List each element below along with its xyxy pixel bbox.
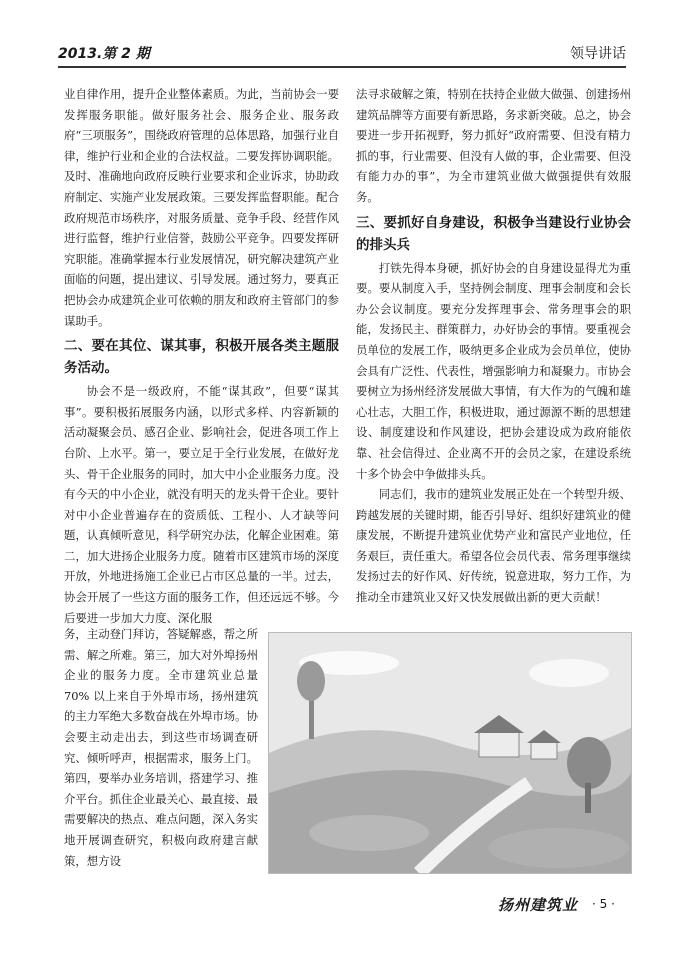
left-paragraph-1: 业自律作用，提升企业整体素质。为此，当前协会一要发挥服务职能。做好服务社会、服务企业、服务政府“三项服务”，围绕政府管理的总体思路，加强行业自律，维护行业和企业的合法权益。二要发挥协调职能。及时、准确地向政府反映行业要求和企业诉求，协助政府制定、实施产业发展政策。三要发挥监督职能。配合政府规范市场秩序，对服务质量、竞争手段、经营作风进行监督，维护行业信誉，鼓励公平竞争。四要发挥研究职能。准确掌握本行业发展情况，研究解决建筑产业面临的问题，提出建议、引导发展。通过努力，要真正把协会办成建筑企业可依赖的朋友和政府主管部门的参谋助手。 (64, 87, 339, 328)
right-paragraph-1: 法寻求破解之策，特别在扶持企业做大做强、创建扬州建筑品牌等方面要有新思路，务求新突破。总之，协会要进一步开拓视野，努力抓好“政府需要、但没有精力抓的事，行业需要、但没有人做的事，企业需要、但没有能力办的事”，为全市建筑业做大做强提供有效服务。 (356, 87, 631, 204)
page-header (58, 42, 626, 68)
issue-label: 2013.第 2 期 (58, 46, 150, 62)
landscape-illustration (268, 632, 632, 874)
left-paragraph-2: 协会不是一级政府，不能“谋其政”，但要“谋其事”。要积极拓展服务内涵，以形式多样、内容新颖的活动凝聚会员、感召企业、影响社会，促进各项工作上台阶、上水平。第一，要立足于全行业发展，在做好龙头、骨干企业服务的同时，加大中小企业服务力度。没有今天的中小企业，就没有明天的龙头骨干企业。要针对中小企业普遍存在的资质低、工程小、人才缺等问题，认真倾听意见，科学研究办法，化解企业困难。第二，加大进扬企业服务力度。随着市区建筑市场的深度开放，外地进扬施工企业已占市区总量的一半。过去，协会开展了一些这方面的服务工作，但还远远不够。今后要进一步加大力度、深化服 (64, 384, 339, 625)
page-number: · 5 · (592, 897, 615, 911)
wrapped-text: 务，主动登门拜访，答疑解惑，帮之所需、解之所难。第三，加大对外埠扬州企业的服务力度。全市建筑业总量 70% 以上来自于外埠市场，扬州建筑的主力军绝大多数奋战在外埠市场。协会要主动走出去，到这些市场调查研究、倾听呼声，根据需求，服务上门。第四，要举办业务培训，搭建学习、推介平台。抓住企业最关心、最直接、最需要解决的热点、难点问题，深入务实地开展调查研究，积极向政府建言献策，想方设 (64, 627, 258, 868)
right-paragraph-3: 同志们，我市的建筑业发展正处在一个转型升级、跨越发展的关键时期，能否引导好、组织好建筑业的健康发展，不断提升建筑业优势产业和富民产业地位，任务艰巨，责任重大。希望各位会员代表、常务理事继续发扬过去的好作风、好传统，锐意进取，努力工作，为推动全市建筑业又好又快发展做出新的更大贡献！ (356, 487, 631, 605)
section-label: 领导讲话 (570, 46, 626, 62)
heading-3: 三、要抓好自身建设，积极争当建设行业协会的排头兵 (356, 214, 631, 253)
wrapped-paragraph (64, 624, 258, 871)
journal-logo: 扬州建筑业 (498, 896, 579, 914)
left-column (64, 84, 339, 628)
right-column (356, 84, 631, 608)
heading-2: 二、要在其位、谋其事，积极开展各类主题服务活动。 (64, 338, 339, 377)
right-paragraph-2: 打铁先得本身硬，抓好协会的自身建设显得尤为重要。要从制度入手，坚持例会制度、理事会制度和会长办公会议制度。要充分发挥理事会、常务理事会的职能，发扬民主、群策群力，办好协会的事情。要重视会员单位的发展工作，吸纳更多企业成为会员单位，使协会具有广泛性、代表性，增强影响力和凝聚力。市协会要树立为扬州经济发展做大事情，有大作为的气魄和雄心壮志，大胆工作，积极进取，通过源源不断的思想建设、制度建设和作风建设，把协会建设成为政府能依靠、社会信得过、企业离不开的会员之家，在建设系统十多个协会中争做排头兵。 (356, 260, 631, 481)
